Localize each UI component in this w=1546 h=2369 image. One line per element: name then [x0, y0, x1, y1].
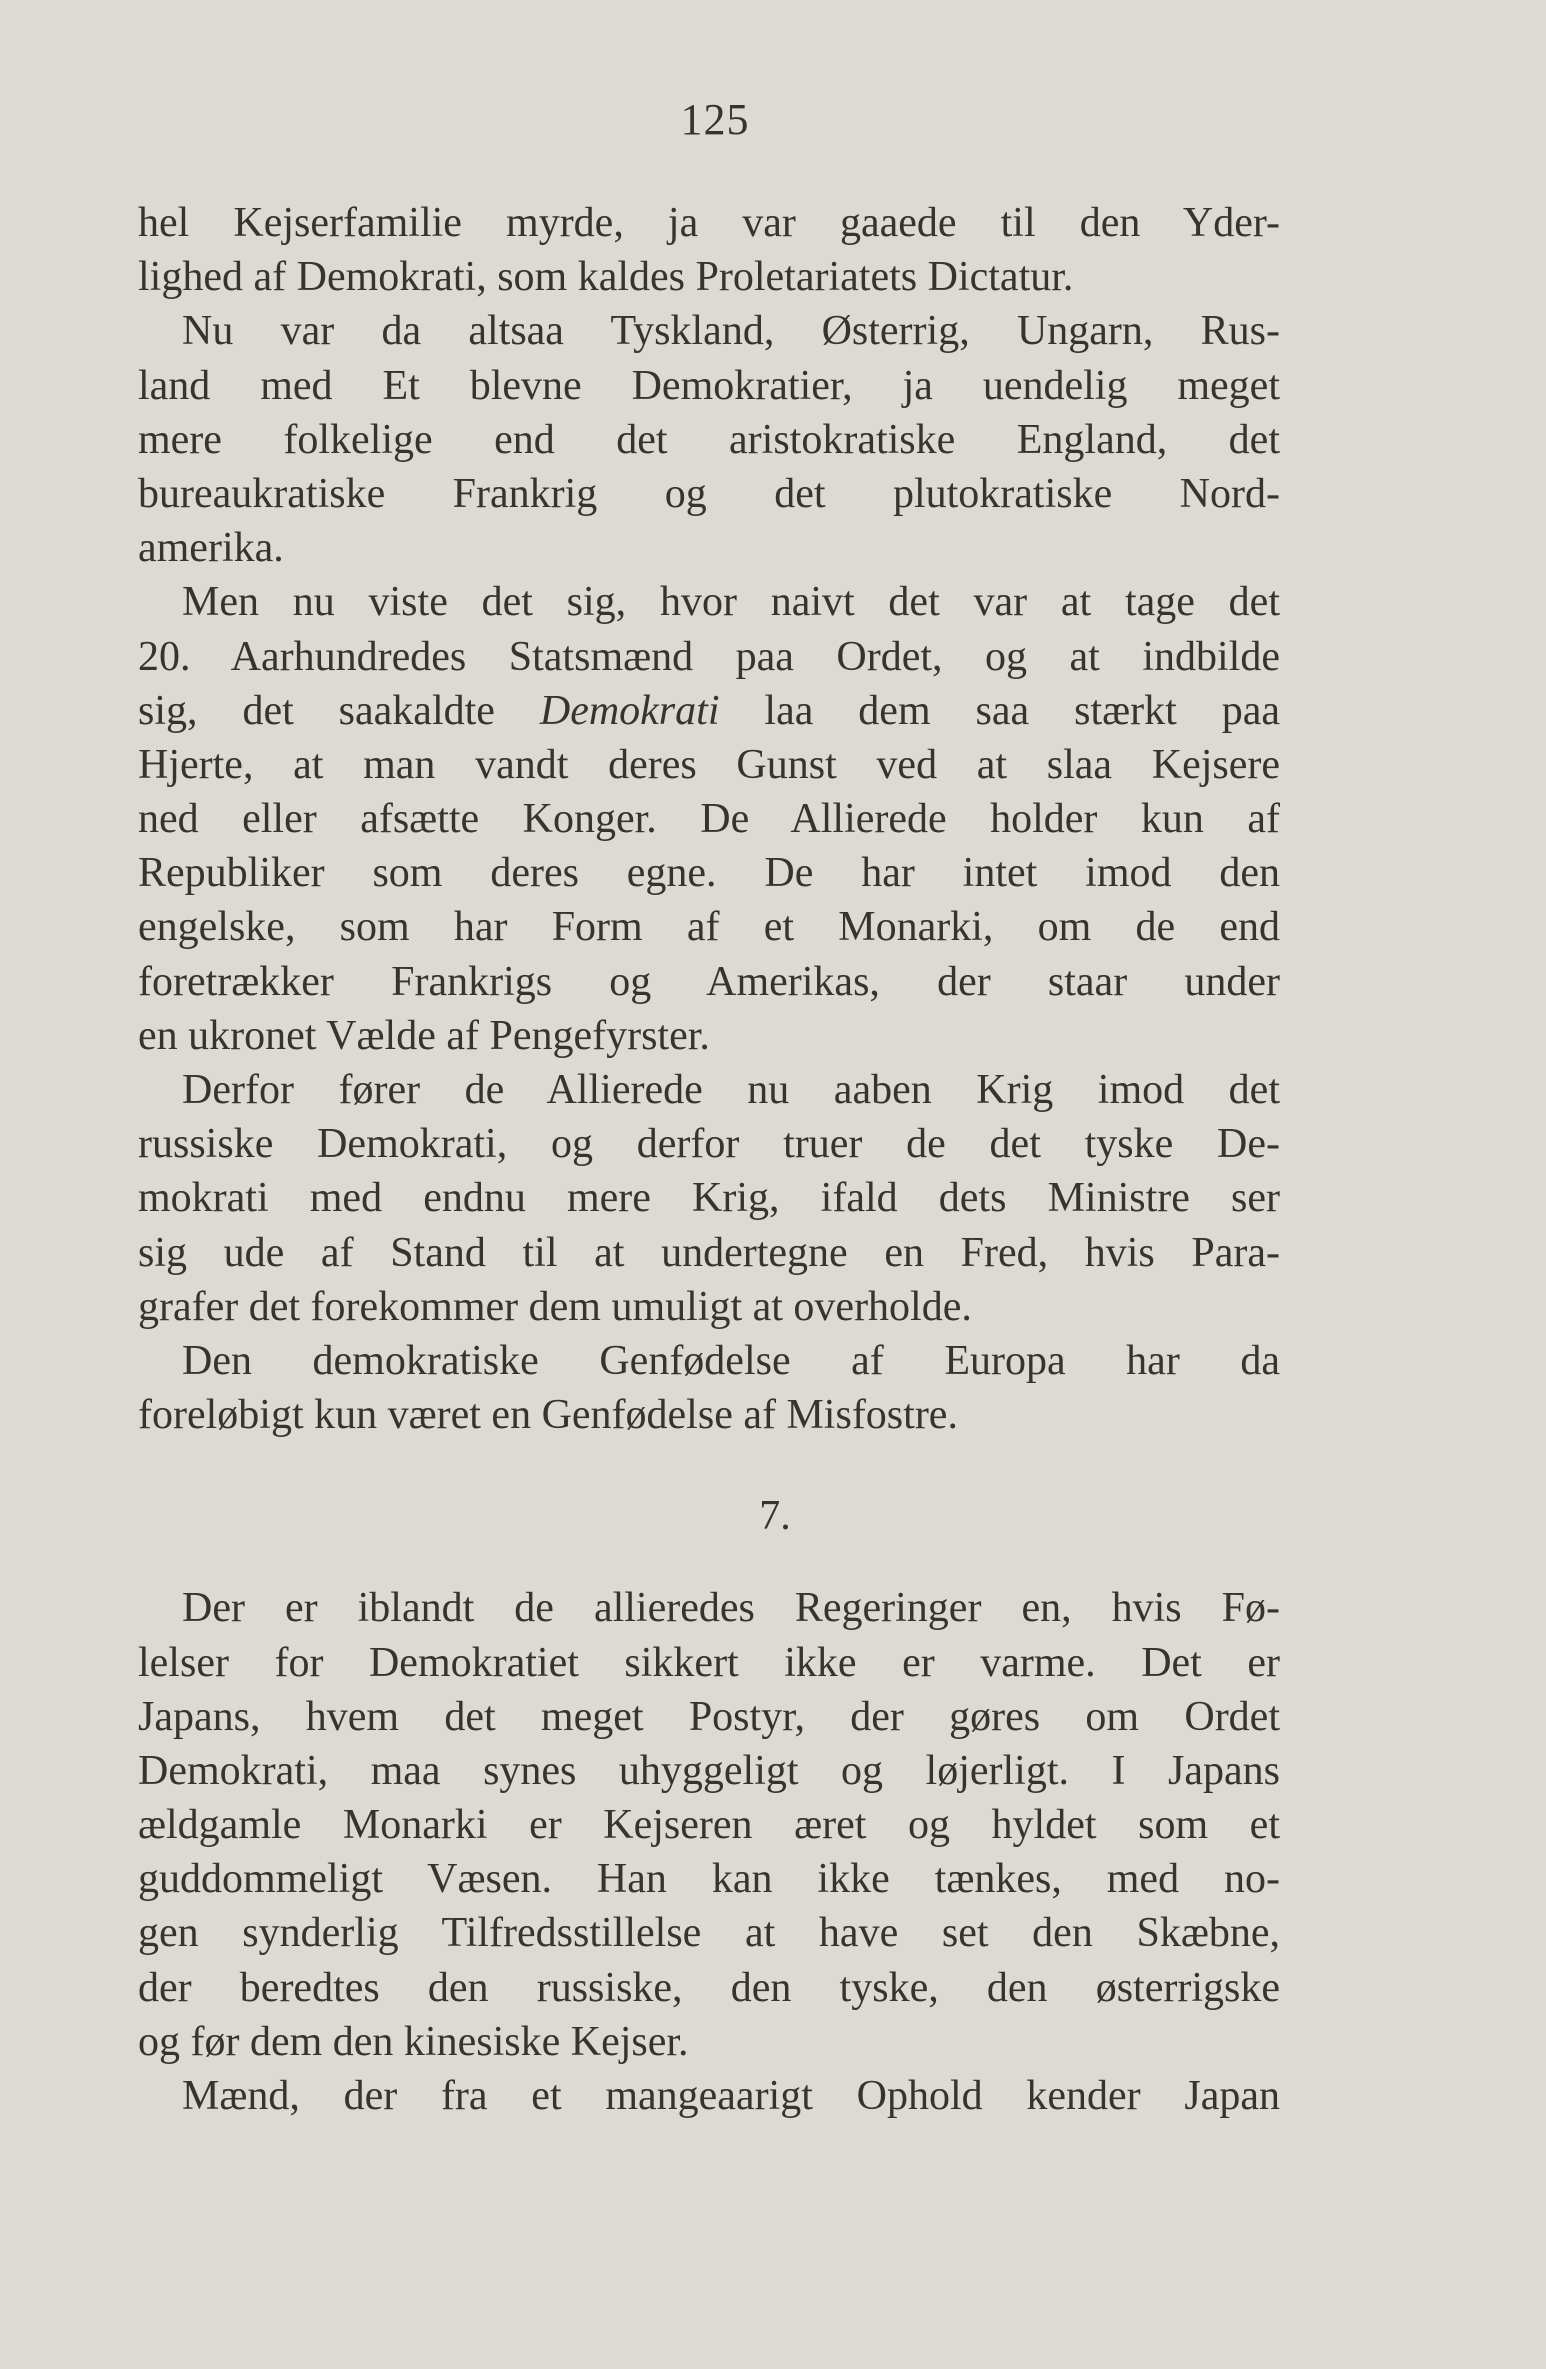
text-line: sig ude af Stand til at undertegne en Fred, hvis Para- — [138, 1229, 1280, 1276]
paragraph-continued — [138, 196, 1280, 304]
text-line: Der er iblandt de allieredes Regeringer en, hvis Fø- — [182, 1585, 1280, 1632]
text-line: der beredtes den russiske, den tyske, den østerrigske — [138, 1964, 1280, 2011]
text-line: Derfor fører de Allierede nu aaben Krig imod det — [182, 1067, 1280, 1113]
text-line: Japans, hvem det meget Postyr, der gøres om Ordet — [138, 1693, 1280, 1740]
page-number: 125 — [680, 95, 750, 144]
body-text — [138, 196, 1280, 2123]
text-line: land med Et blevne Demokratier, ja uendelig meget — [138, 362, 1280, 409]
text-line: Den demokratiske Genfødelse af Europa har da — [182, 1337, 1280, 1384]
text-line: ældgamle Monarki er Kejseren æret og hyldet som et — [138, 1802, 1280, 1849]
text-line: Demokrati, maa synes uhyggeligt og løjerligt. I Japans — [138, 1747, 1280, 1794]
paragraph — [138, 1063, 1280, 1334]
text-line: amerika. — [138, 525, 284, 572]
text-line: bureaukratiske Frankrig og det plutokratiske Nord- — [138, 470, 1280, 517]
paragraph — [138, 304, 1280, 575]
text-line: mokrati med endnu mere Krig, ifald dets Ministre ser — [138, 1175, 1280, 1222]
text-line: Nu var da altsaa Tyskland, Østerrig, Ungarn, Rus- — [182, 308, 1280, 355]
text-line: Republiker som deres egne. De har intet imod den — [138, 850, 1280, 897]
text-line: lelser for Demokratiet sikkert ikke er varme. Det er — [138, 1639, 1280, 1686]
text-line: og før dem den kinesiske Kejser. — [138, 2018, 689, 2065]
paragraph — [138, 1334, 1280, 1442]
text-line: Hjerte, at man vandt deres Gunst ved at slaa Kejsere — [138, 741, 1280, 788]
paragraph — [138, 575, 1280, 1063]
text-segment: sig, det saakaldte — [138, 687, 540, 734]
text-line: Mænd, der fra et mangeaarigt Ophold kender Japan — [182, 2073, 1280, 2119]
text-line: grafer det forekommer dem umuligt at overholde. — [138, 1283, 972, 1330]
text-line: foretrækker Frankrigs og Amerikas, der staar under — [138, 958, 1280, 1005]
text-line: guddommeligt Væsen. Han kan ikke tænkes, med no- — [138, 1856, 1280, 1903]
text-line-with-emphasis — [138, 684, 1280, 738]
text-segment: laa dem saa stærkt paa — [719, 687, 1280, 734]
section-heading: 7. — [759, 1493, 791, 1540]
paragraph — [138, 1581, 1280, 2069]
text-line: foreløbigt kun været en Genfødelse af Misfostre. — [138, 1392, 958, 1439]
text-line: engelske, som har Form af et Monarki, om de end — [138, 904, 1280, 951]
text-line: ned eller afsætte Konger. De Allierede holder kun af — [138, 796, 1280, 843]
paragraph — [138, 2069, 1280, 2123]
emphasized-word: Demokrati — [539, 687, 720, 734]
text-line: en ukronet Vælde af Pengefyrster. — [138, 1012, 710, 1059]
text-line: Men nu viste det sig, hvor naivt det var at tage det — [182, 579, 1280, 626]
text-line: mere folkelige end det aristokratiske England, det — [138, 416, 1280, 463]
text-line: 20. Aarhundredes Statsmænd paa Ordet, og at indbilde — [138, 633, 1280, 680]
text-line: gen synderlig Tilfredsstillelse at have set den Skæbne, — [138, 1910, 1280, 1957]
text-line: lighed af Demokrati, som kaldes Proletariatets Dictatur. — [138, 254, 1074, 301]
text-line: russiske Demokrati, og derfor truer de det tyske De- — [138, 1121, 1280, 1168]
text-line: hel Kejserfamilie myrde, ja var gaaede til den Yder- — [138, 200, 1280, 246]
